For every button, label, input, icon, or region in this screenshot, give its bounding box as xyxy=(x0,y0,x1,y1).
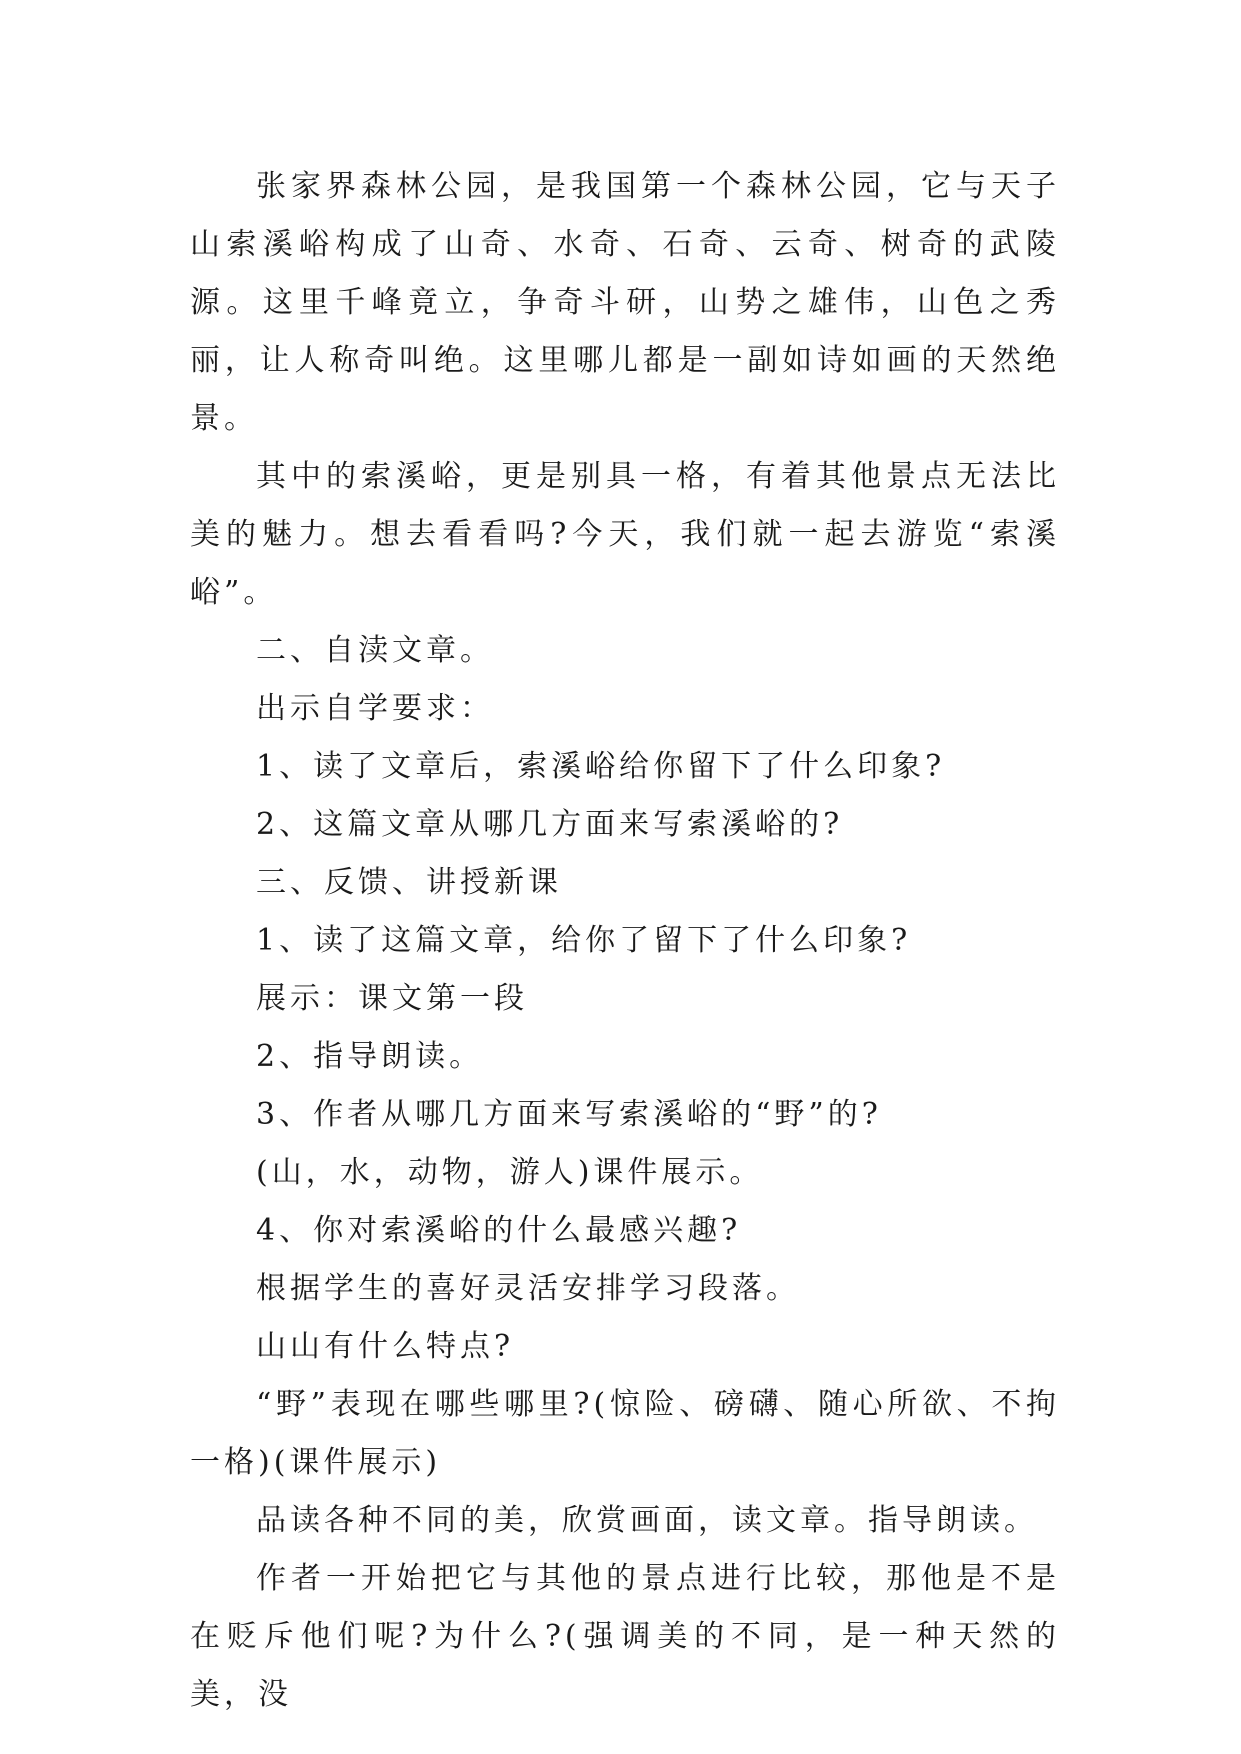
paragraph: “野”表现在哪些哪里?(惊险、磅礴、随心所欲、不拘一格)(课件展示) xyxy=(190,1387,1060,1480)
paragraph: 山山有什么特点? xyxy=(256,1329,515,1364)
list-item: 4、你对索溪峪的什么最感兴趣? xyxy=(256,1213,742,1248)
paragraph: 作者一开始把它与其他的景点进行比较，那他是不是在贬斥他们呢?为什么?(强调美的不同，是一种天然的美，没 xyxy=(190,1561,1060,1712)
list-item: 2、指导朗读。 xyxy=(256,1039,484,1074)
list-item: 1、读了这篇文章，给你了留下了什么印象? xyxy=(256,923,912,958)
list-item: 3、作者从哪几方面来写索溪峪的“野”的? xyxy=(256,1097,882,1132)
list-item: 1、读了文章后，索溪峪给你留下了什么印象? xyxy=(256,749,946,784)
list-item: 2、这篇文章从哪几方面来写索溪峪的? xyxy=(256,807,844,842)
paragraph: 其中的索溪峪，更是别具一格，有着其他景点无法比美的魅力。想去看看吗?今天，我们就一起去游览“索溪峪”。 xyxy=(190,459,1060,610)
paragraph: 展示：课文第一段 xyxy=(256,981,528,1016)
paragraph: 根据学生的喜好灵活安排学习段落。 xyxy=(256,1271,800,1306)
paragraph: 张家界森林公园，是我国第一个森林公园，它与天子山索溪峪构成了山奇、水奇、石奇、云奇、树奇的武陵源。这里千峰竟立，争奇斗研，山势之雄伟，山色之秀丽，让人称奇叫绝。这里哪儿都是一副如诗如画的天然绝景。 xyxy=(190,169,1060,436)
section-heading: 二、自渎文章。 xyxy=(256,633,494,668)
document-body xyxy=(190,158,1060,1724)
paragraph: 出示自学要求： xyxy=(256,691,494,726)
section-heading: 三、反馈、讲授新课 xyxy=(256,865,562,900)
paragraph: (山，水，动物，游人)课件展示。 xyxy=(256,1155,764,1190)
paragraph: 品读各种不同的美，欣赏画面，读文章。指导朗读。 xyxy=(256,1503,1038,1538)
